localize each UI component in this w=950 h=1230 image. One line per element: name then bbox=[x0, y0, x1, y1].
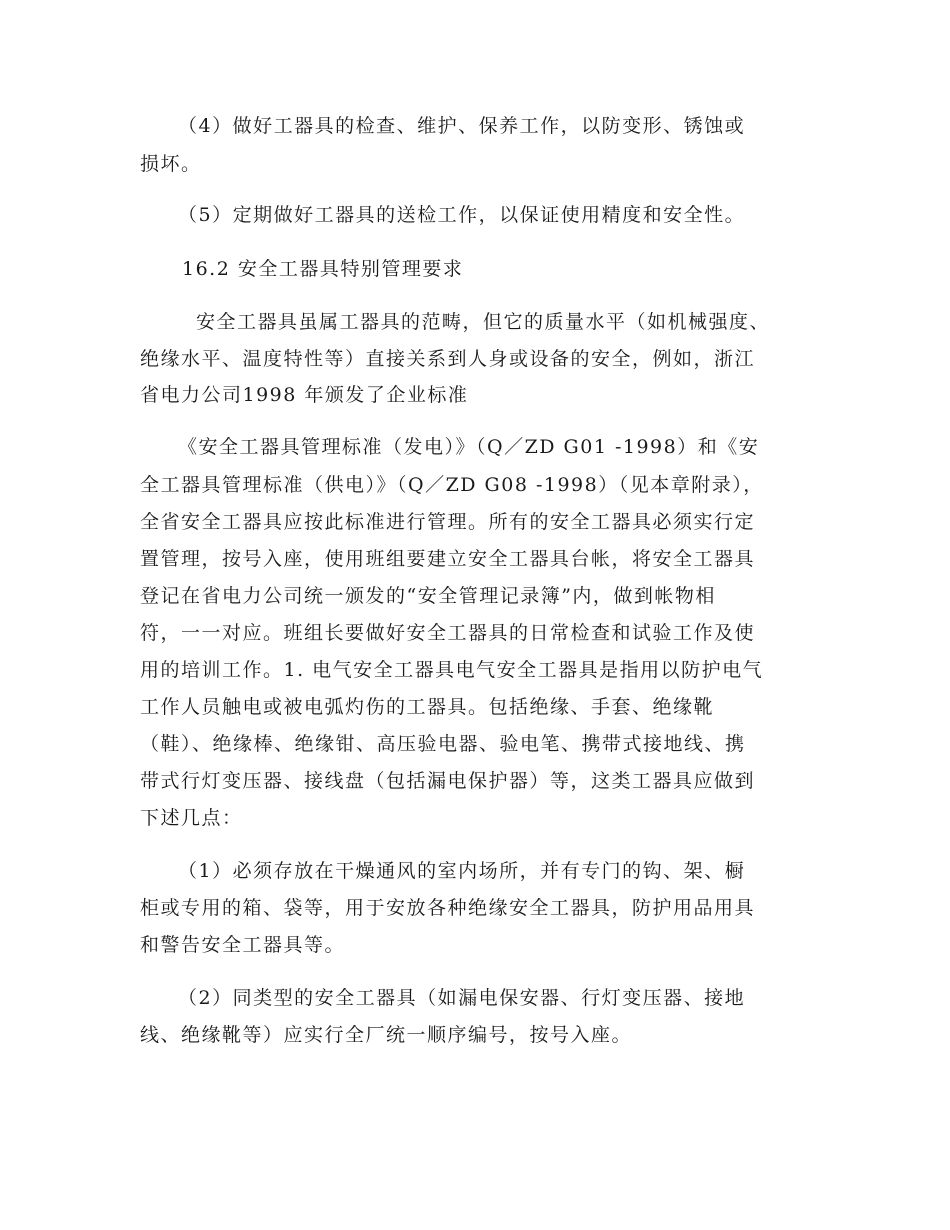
text-line: 全工器具管理标准（供电）》（Q／ZD G08 -1998）（见本章附录）， bbox=[140, 474, 764, 496]
text-line: （1）必须存放在干燥通风的室内场所，并有专门的钩、架、橱 bbox=[178, 860, 746, 882]
text-line: 带式行灯变压器、接线盘（包括漏电保护器）等，这类工器具应做到 bbox=[140, 770, 756, 792]
text-line: 置管理，按号入座，使用班组要建立安全工器具台帐，将安全工器具 bbox=[140, 548, 756, 570]
text-line: 省电力公司1998 年颁发了企业标准 bbox=[140, 384, 469, 406]
text-line: 用的培训工作。1. 电气安全工器具电气安全工器具是指用以防护电气 bbox=[140, 659, 764, 681]
text-line: 线、绝缘靴等）应实行全厂统一顺序编号，按号入座。 bbox=[140, 1024, 633, 1046]
text-line: 下述几点： bbox=[140, 807, 243, 829]
text-line: 《安全工器具管理标准（发电）》（Q／ZD G01 -1998）和《安 bbox=[178, 436, 760, 458]
text-line: （4）做好工器具的检查、维护、保养工作，以防变形、锈蚀或 bbox=[178, 115, 746, 137]
section-heading: 16.2 安全工器具特别管理要求 bbox=[182, 258, 464, 280]
text-line: 登记在省电力公司统一颁发的“安全管理记录簿”内，做到帐物相 bbox=[140, 585, 716, 607]
text-line: 绝缘水平、温度特性等）直接关系到人身或设备的安全，例如，浙江 bbox=[140, 348, 756, 370]
text-line: （5）定期做好工器具的送检工作，以保证使用精度和安全性。 bbox=[178, 204, 746, 226]
text-line: 工作人员触电或被电弧灼伤的工器具。包括绝缘、手套、绝缘靴 bbox=[140, 696, 715, 718]
text-line: 符，一一对应。班组长要做好安全工器具的日常检查和试验工作及使 bbox=[140, 622, 756, 644]
text-line: 全省安全工器具应按此标准进行管理。所有的安全工器具必须实行定 bbox=[140, 511, 756, 533]
text-line: 和警告安全工器具等。 bbox=[140, 934, 346, 956]
text-line: （2）同类型的安全工器具（如漏电保安器、行灯变压器、接地 bbox=[178, 987, 746, 1009]
text-line: 损坏。 bbox=[140, 153, 202, 175]
text-line: 安全工器具虽属工器具的范畴，但它的质量水平（如机械强度、 bbox=[196, 311, 771, 333]
text-line: （鞋）、绝缘棒、绝缘钳、高压验电器、验电笔、携带式接地线、携 bbox=[140, 733, 746, 755]
text-line: 柜或专用的箱、袋等，用于安放各种绝缘安全工器具，防护用品用具 bbox=[140, 897, 756, 919]
